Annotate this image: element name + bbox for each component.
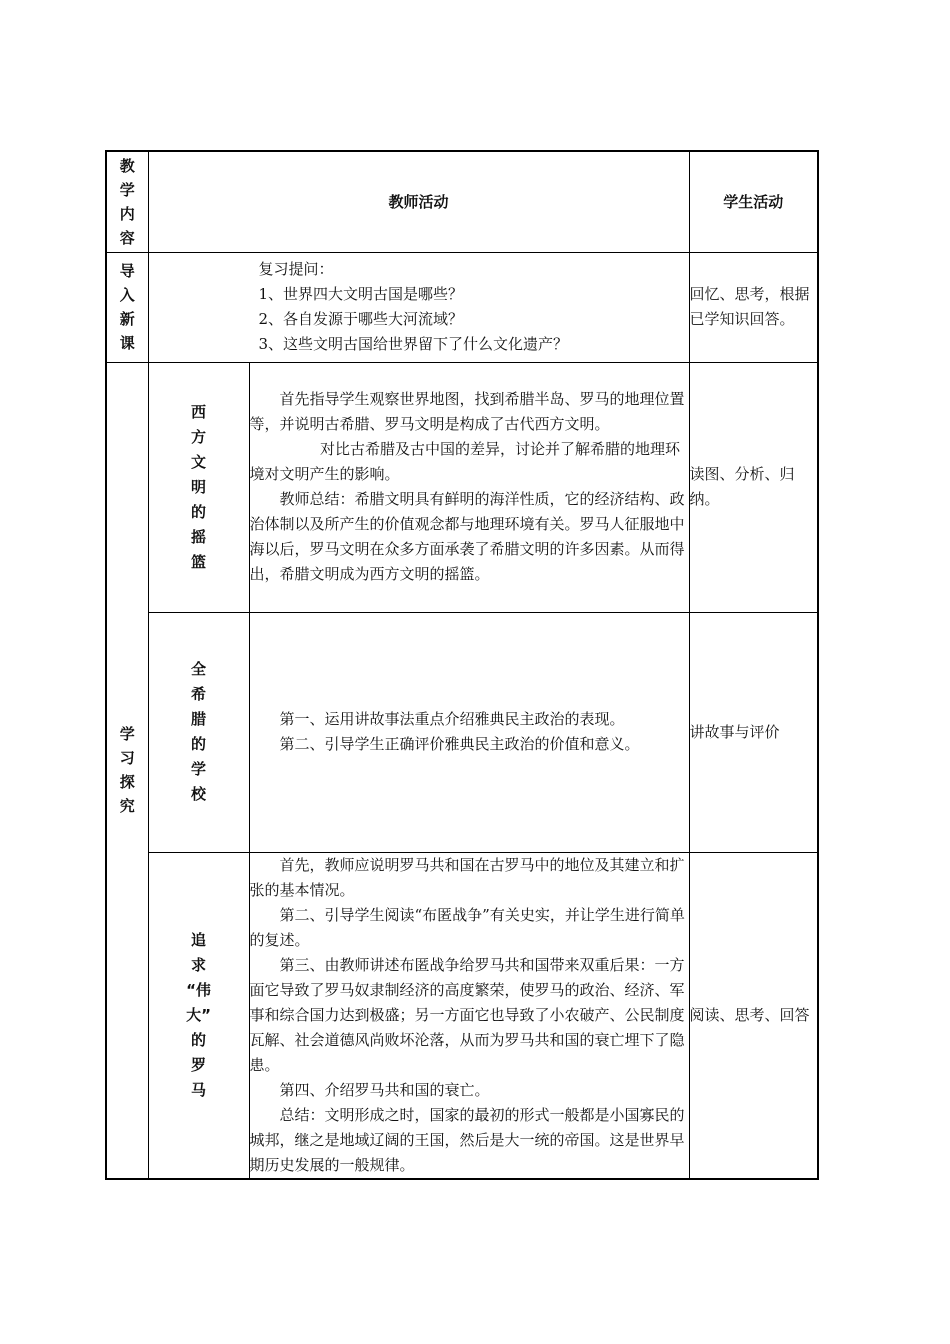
section-label-char: 大”: [186, 1005, 211, 1024]
section-paragraph: 第三、由教师讲述布匿战争给罗马共和国带来双重后果：一方面它导致了罗马奴隶制经济的高度繁荣，使罗马的政治、经济、军事和综合国力达到极盛；另一方面它也导致了小农破产、公民制度瓦解、社会道德风尚败坏沦落，从而为罗马共和国的衰亡埋下了隐患。: [249, 955, 685, 1074]
intro-label-char: 导: [119, 262, 135, 280]
explore-label-char: 究: [119, 797, 135, 815]
section-label-char: 全: [190, 660, 206, 678]
teacher-activity-header: 教师活动: [148, 151, 689, 252]
section-row-cradle: [106, 362, 818, 612]
section-label-char: 的: [190, 502, 206, 521]
section-text-rome: [249, 852, 689, 1179]
section-paragraph: 第四、介绍罗马共和国的衰亡。: [279, 1080, 490, 1099]
intro-line: 3、这些文明古国给世界留下了什么文化遗产？: [258, 335, 569, 353]
section-label-char: 校: [190, 785, 206, 803]
section-label-char: “伟: [186, 980, 211, 999]
content-header-char: 教: [119, 156, 135, 175]
explore-label-char: 探: [119, 773, 135, 791]
section-label-char: 希: [190, 685, 206, 703]
section-student-school: 讲故事与评价: [689, 612, 818, 852]
student-activity-header: 学生活动: [689, 151, 818, 252]
content-header-char: 内: [119, 204, 135, 223]
section-label-char: 摇: [190, 527, 206, 546]
content-header-char: 学: [119, 180, 135, 199]
section-label-char: 文: [190, 452, 206, 471]
lesson-plan-table: [105, 150, 819, 1180]
intro-line: 2、各自发源于哪些大河流域？: [258, 310, 464, 328]
header-row: [106, 151, 818, 252]
section-paragraph: 首先，教师应说明罗马共和国在古罗马中的地位及其建立和扩张的基本情况。: [249, 855, 685, 899]
section-row-rome: [106, 852, 818, 1179]
intro-label-char: 入: [119, 286, 135, 304]
section-paragraph: 对比古希腊及古中国的差异，讨论并了解希腊的地理环境对文明产生的影响。: [249, 440, 681, 483]
section-paragraph: 第二、引导学生阅读“布匿战争”有关史实，并让学生进行简单的复述。: [249, 905, 685, 949]
section-label-char: 篮: [190, 552, 206, 571]
section-label-char: 罗: [190, 1055, 206, 1074]
content-header-cell: [106, 151, 148, 252]
explore-label-char: 学: [119, 725, 135, 743]
section-paragraph: 教师总结：希腊文明具有鲜明的海洋性质，它的经济结构、政治体制以及所产生的价值观念都与地理环境有关。罗马人征服地中海以后，罗马文明在众多方面承袭了希腊文明的许多因素。从而得出，希腊文明成为西方文明的摇篮。: [249, 490, 685, 583]
section-text-cradle: [249, 362, 689, 612]
section-label-char: 方: [190, 427, 206, 446]
intro-line: 1、世界四大文明古国是哪些？: [258, 285, 464, 303]
intro-row: [106, 252, 818, 362]
section-row-school: [106, 612, 818, 852]
section-label-char: 西: [190, 402, 206, 421]
section-label-rome: [148, 852, 249, 1179]
section-label-char: 马: [190, 1080, 206, 1099]
content-header-char: 容: [119, 228, 135, 247]
explore-label-cell: [106, 362, 148, 1179]
intro-student-cell: 回忆、思考，根据已学知识回答。: [689, 252, 818, 362]
intro-label-char: 新: [119, 310, 135, 328]
section-student-rome: 阅读、思考、回答: [689, 852, 818, 1179]
section-label-char: 明: [190, 477, 206, 496]
section-label-school: [148, 612, 249, 852]
section-paragraph: 总结：文明形成之时，国家的最初的形式一般都是小国寡民的城邦，继之是地域辽阔的王国，然后是大一统的帝国。这是世界早期历史发展的一般规律。: [249, 1105, 685, 1174]
section-label-char: 求: [190, 955, 206, 974]
section-label-char: 的: [190, 1030, 206, 1049]
intro-label-cell: [106, 252, 148, 362]
section-text-school: [249, 612, 689, 852]
section-label-char: 的: [190, 735, 206, 753]
section-label-char: 学: [190, 760, 206, 778]
section-paragraph: 首先指导学生观察世界地图，找到希腊半岛、罗马的地理位置等，并说明古希腊、罗马文明是构成了古代西方文明。: [249, 390, 685, 433]
intro-line: 复习提问：: [258, 260, 334, 278]
intro-label-char: 课: [119, 334, 135, 352]
section-label-char: 追: [190, 930, 206, 949]
section-label-cradle: [148, 362, 249, 612]
explore-label-char: 习: [119, 749, 135, 767]
section-paragraph: 第二、引导学生正确评价雅典民主政治的价值和意义。: [279, 735, 640, 753]
intro-teacher-cell: [148, 252, 689, 362]
section-label-char: 腊: [190, 710, 206, 728]
section-student-cradle: 读图、分析、归纳。: [689, 362, 818, 612]
section-paragraph: 第一、运用讲故事法重点介绍雅典民主政治的表现。: [279, 710, 625, 728]
